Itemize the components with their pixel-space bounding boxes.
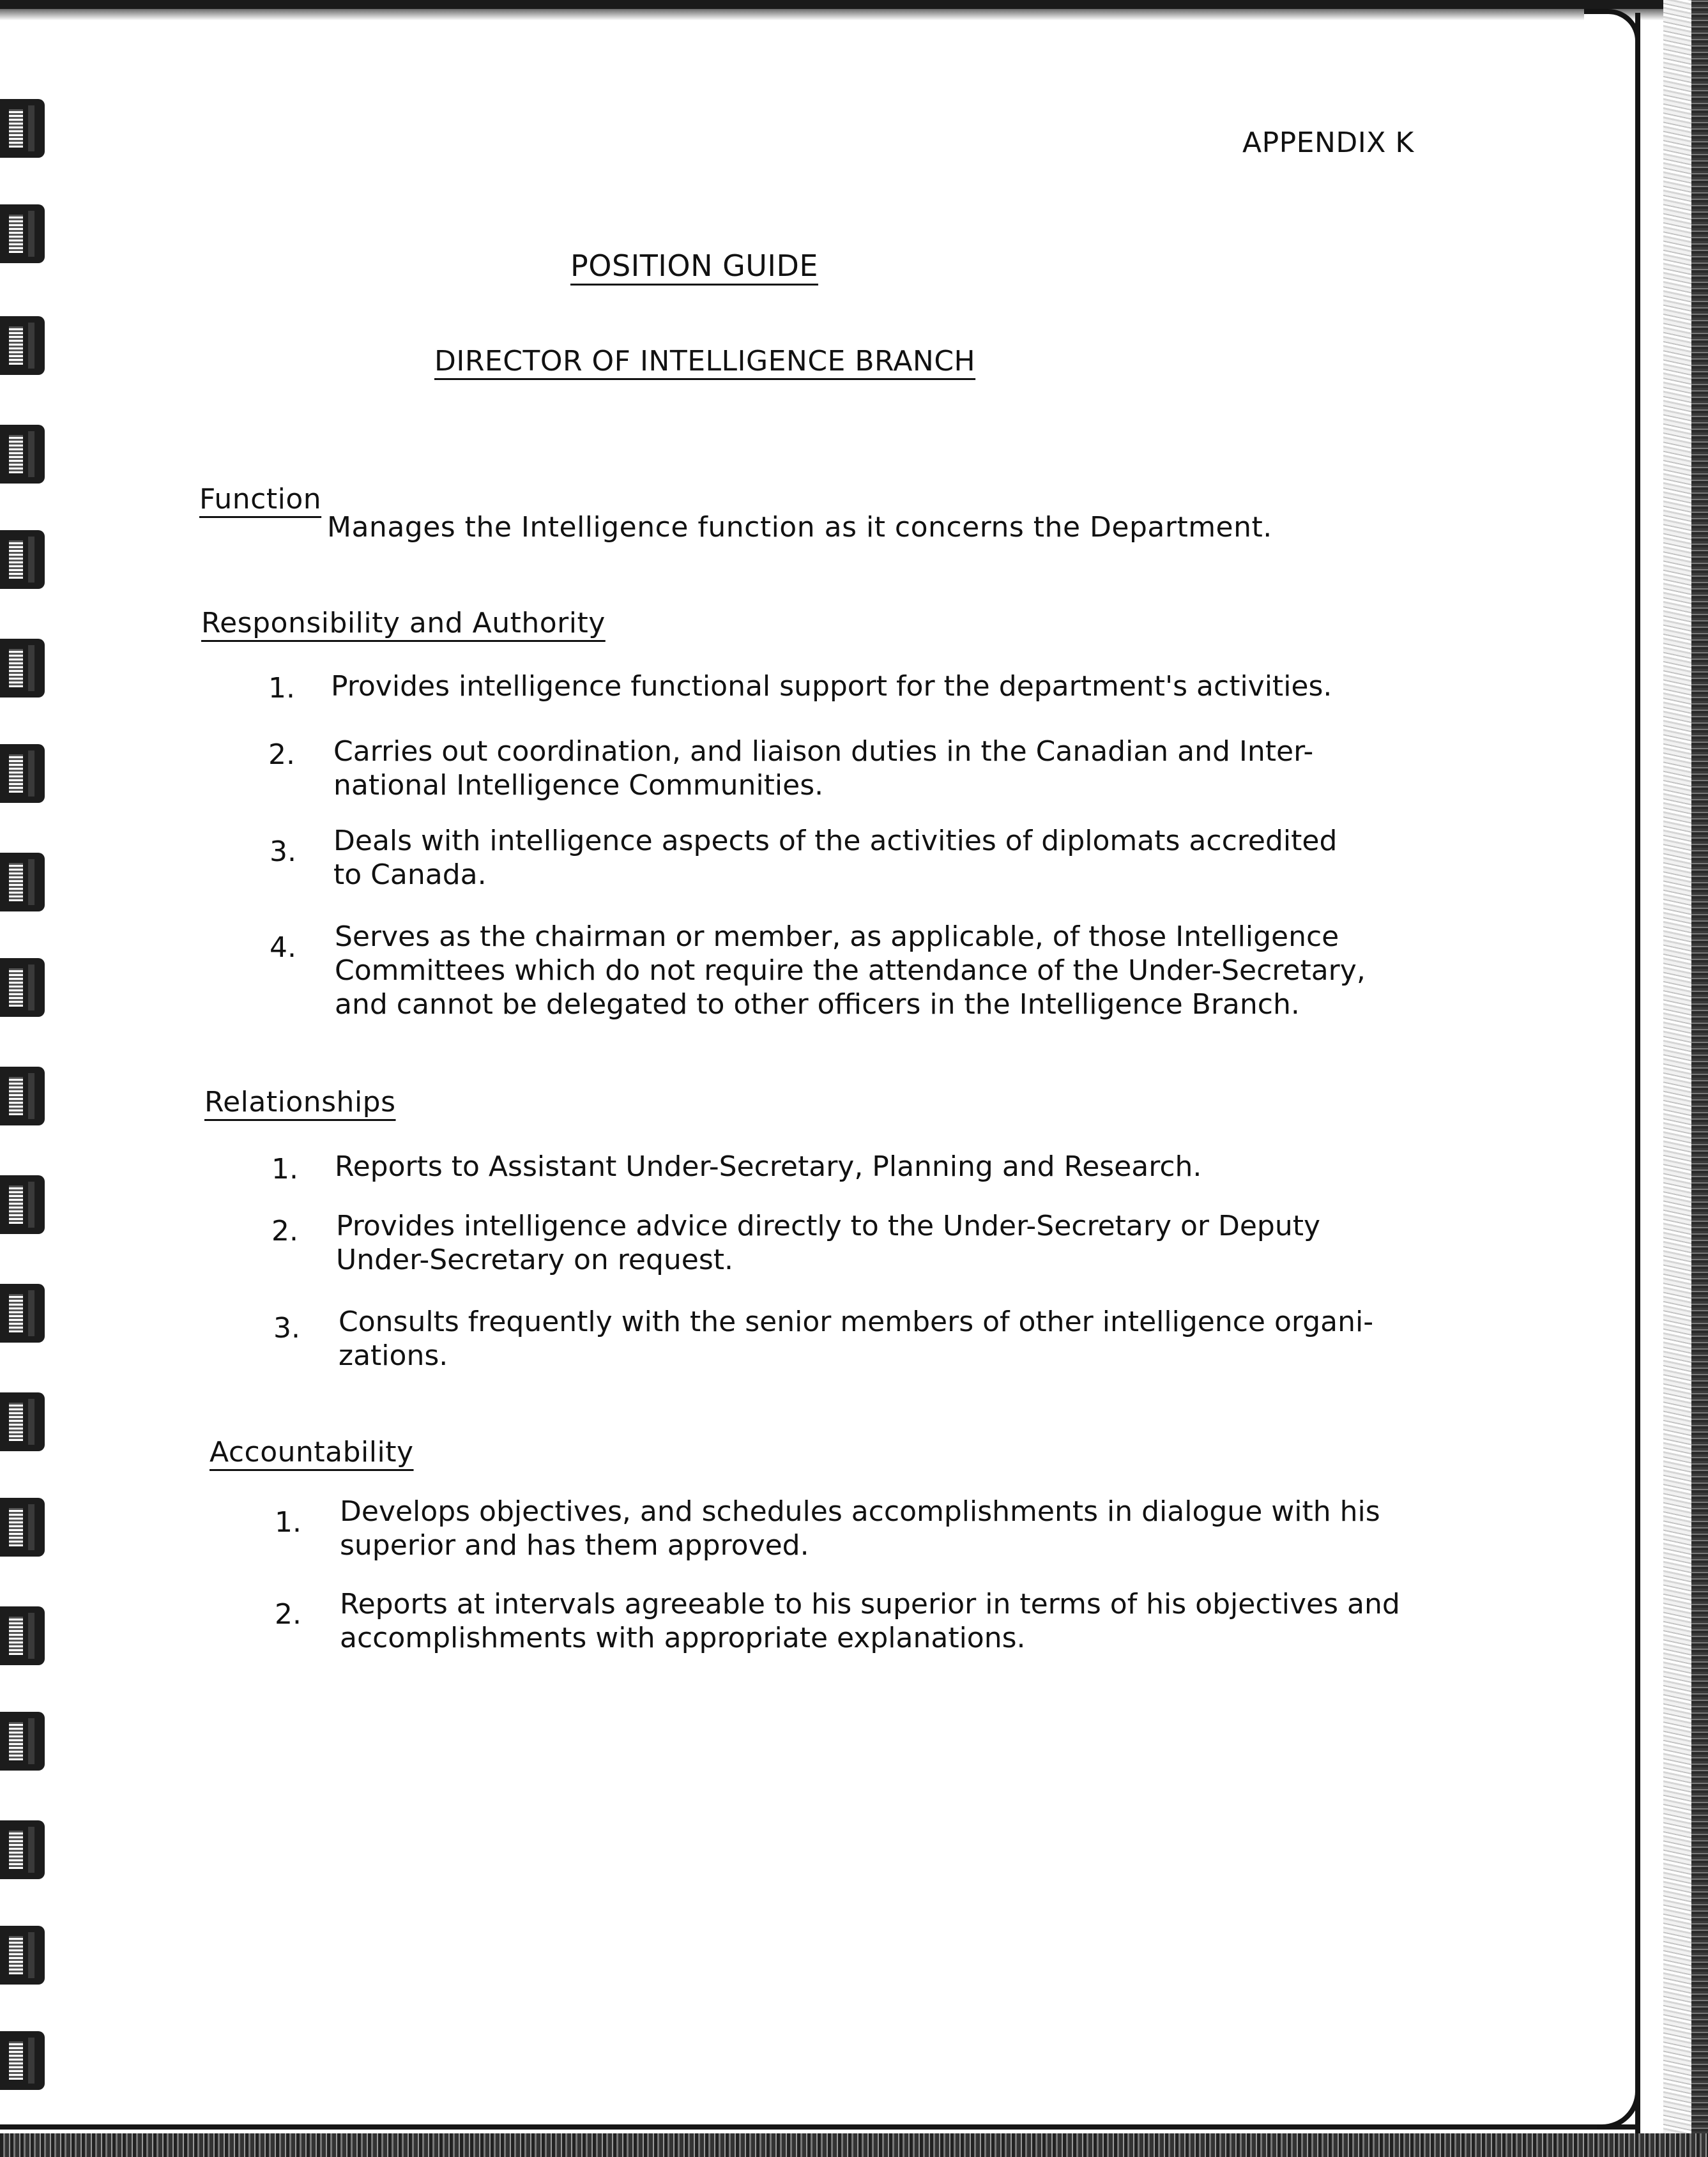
list-item-line: Serves as the chairman or member, as applicable, of those Intelligence (335, 920, 1339, 953)
binding-coil (0, 316, 45, 375)
page-bottom-corner (1597, 2089, 1640, 2130)
binding-coil (0, 99, 45, 158)
binding-coil (0, 1392, 45, 1451)
spiral-binding (0, 0, 57, 2157)
list-item-line: Develops objectives, and schedules accomplishments in dialogue with his (340, 1495, 1380, 1528)
binding-coil (0, 1284, 45, 1343)
list-item-number: 3. (270, 835, 296, 868)
list-item-line: and cannot be delegated to other officers in the Intelligence Branch. (335, 988, 1300, 1021)
list-item (339, 1305, 1373, 1373)
relationships-heading: Relationships (204, 1086, 396, 1118)
list-item-number: 1. (271, 1153, 298, 1185)
binding-coil (0, 853, 45, 911)
list-item (331, 669, 1332, 703)
scan-top-edge (0, 0, 1708, 9)
binding-coil (0, 204, 45, 263)
list-item-number: 2. (268, 738, 295, 771)
accountability-heading: Accountability (210, 1436, 414, 1468)
list-item (336, 1209, 1320, 1277)
page-subtitle: DIRECTOR OF INTELLIGENCE BRANCH (434, 345, 976, 377)
binding-coil (0, 1926, 45, 1985)
binding-coil (0, 1820, 45, 1879)
binding-coil (0, 530, 45, 589)
scan-top-shadow (0, 9, 1708, 20)
list-item-line: Provides intelligence functional support for the department's activities. (331, 670, 1332, 703)
list-item-line: zations. (339, 1339, 448, 1372)
list-item-line: Carries out coordination, and liaison duties in the Canadian and Inter- (333, 735, 1314, 768)
list-item-line: Committees which do not require the attendance of the Under-Secretary, (335, 954, 1366, 987)
list-item (333, 824, 1337, 892)
list-item-number: 4. (270, 931, 296, 964)
list-item-line: superior and has them approved. (340, 1529, 809, 1562)
list-item (335, 1150, 1201, 1184)
list-item (340, 1587, 1400, 1655)
list-item-line: accomplishments with appropriate explanations. (340, 1622, 1026, 1654)
binding-coil (0, 1498, 45, 1557)
scan-right-dark-edge (1691, 0, 1708, 2157)
page-title: POSITION GUIDE (570, 248, 818, 283)
function-heading: Function (199, 483, 322, 515)
binding-coil (0, 2031, 45, 2090)
list-item-number: 1. (275, 1506, 301, 1539)
list-item (333, 735, 1313, 802)
appendix-label: APPENDIX K (1242, 126, 1414, 159)
list-item-line: Reports at intervals agreeable to his superior in terms of his objectives and (340, 1588, 1400, 1620)
list-item-number: 2. (275, 1598, 301, 1631)
list-item-line: Consults frequently with the senior members of other intelligence organi- (339, 1306, 1374, 1338)
list-item-line: Provides intelligence advice directly to the Under-Secretary or Deputy (336, 1210, 1321, 1242)
scan-bottom-edge (0, 2133, 1708, 2157)
list-item-line: Deals with intelligence aspects of the activities of diplomats accredited (333, 825, 1338, 857)
function-text: Manages the Intelligence function as it concerns the Department. (327, 511, 1272, 544)
list-item-line: Under-Secretary on request. (336, 1244, 733, 1276)
binding-coil (0, 1067, 45, 1125)
list-item-line: national Intelligence Communities. (333, 769, 824, 802)
list-item-number: 2. (271, 1215, 298, 1247)
binding-coil (0, 958, 45, 1017)
binding-coil (0, 425, 45, 484)
list-item-number: 3. (273, 1312, 300, 1345)
binding-coil (0, 1712, 45, 1771)
list-item (340, 1495, 1380, 1562)
list-item-number: 1. (268, 672, 295, 705)
binding-coil (0, 744, 45, 803)
binding-coil (0, 1175, 45, 1234)
list-item-line: Reports to Assistant Under-Secretary, Planning and Research. (335, 1150, 1202, 1183)
list-item (335, 920, 1366, 1021)
page-right-border (1635, 13, 1640, 2133)
page-bottom-border (0, 2124, 1640, 2130)
binding-coil (0, 1606, 45, 1665)
list-item-line: to Canada. (333, 858, 487, 891)
binding-coil (0, 639, 45, 697)
responsibility-heading: Responsibility and Authority (201, 607, 606, 639)
